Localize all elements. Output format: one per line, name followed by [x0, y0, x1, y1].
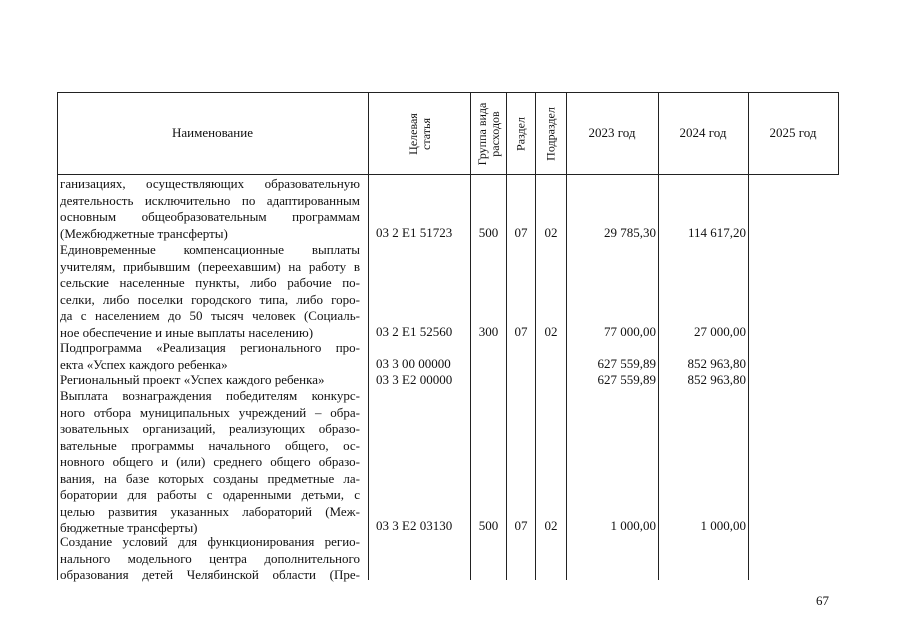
row-5-line-4: вательные программы начального общего, ос-: [60, 437, 360, 453]
header-2024: 2024 год: [679, 125, 727, 140]
header-target-line1: Целевая: [406, 113, 420, 155]
row-1-code: 03 2 E1 51723: [376, 225, 453, 240]
header-subsection: Подраздел: [543, 107, 558, 161]
table-right-border: [838, 92, 839, 174]
row-6-line-3: образования детей Челябинской области (Пре-: [60, 567, 360, 582]
row-3-line-2: екта «Успех каждого ребенка»: [60, 356, 228, 372]
row-5-code: 03 3 E2 03130: [376, 518, 453, 533]
row-2-2023: 77 000,00: [604, 324, 656, 339]
row-6-name: [60, 534, 360, 584]
row-3-line-1: Подпрограмма «Реализация регионального про-: [60, 340, 360, 355]
row-3-2023: 627 559,89: [597, 356, 656, 371]
row-2-2024: 27 000,00: [694, 324, 746, 339]
header-target-line2: статья: [419, 118, 433, 150]
row-2-code: 03 2 E1 52560: [376, 324, 453, 339]
header-2025: 2025 год: [769, 125, 817, 140]
row-5-group: 500: [478, 518, 499, 533]
row-4-line-1: Региональный проект «Успех каждого ребенка»: [60, 372, 325, 387]
row-4-2024: 852 963,80: [687, 372, 746, 387]
row-4-2023: 627 559,89: [597, 372, 656, 387]
header-subsection-wrap: [536, 94, 566, 174]
row-2-line-6: ное обеспечение и иные выплаты населению): [60, 324, 314, 340]
header-name: Наименование: [172, 125, 253, 140]
row-2-line-3: сельские населенные пункты, либо рабочие по-: [60, 275, 360, 290]
row-5-2024: 1 000,00: [700, 518, 746, 533]
row-1-2024: 114 617,20: [687, 225, 746, 240]
row-3-name: [60, 340, 360, 373]
row-5-line-3: зовательных организаций, реализующих образо-: [60, 421, 360, 436]
row-6-line-1: Создание условий для функционирования регио-: [60, 534, 360, 549]
row-2-line-2: учителям, прибывшим (переехавшим) на работу в: [60, 258, 360, 274]
col-divider-2024: [748, 92, 749, 580]
header-group-wrap: [471, 94, 506, 174]
row-5-2023: 1 000,00: [610, 518, 656, 533]
row-2-subsection: 02: [544, 324, 558, 339]
row-2-section: 07: [514, 324, 528, 339]
row-1-line-1: ганизациях, осуществляющих образовательную: [60, 176, 360, 191]
row-2-line-5: да с населением до 50 тысяч человек (Социаль-: [60, 308, 360, 323]
header-2023: 2023 год: [588, 125, 636, 140]
row-2-name: [60, 242, 360, 341]
row-5-line-7: боратории для работы с одаренными детьми, с: [60, 487, 360, 502]
row-1-line-4: (Межбюджетные трансферты): [60, 225, 228, 241]
row-5-section: 07: [514, 518, 528, 533]
header-group-line1: Группа вида: [474, 102, 489, 166]
table-top-border: [57, 92, 839, 93]
row-1-group: 500: [478, 225, 499, 240]
col-divider-name: [368, 92, 369, 580]
row-5-line-8: целью развития указанных лабораторий (Меж-: [60, 503, 360, 519]
row-1-line-3: основным общеобразовательным программам: [60, 209, 360, 224]
row-2-line-4: селки, либо поселки городского типа, либо горо-: [60, 291, 360, 307]
header-group-line2: расходов: [487, 111, 502, 157]
row-6-line-2: нального модельного центра дополнительного: [60, 550, 360, 566]
row-4-name: [60, 372, 360, 389]
table-left-border: [57, 92, 58, 580]
row-5-name: [60, 388, 360, 537]
row-2-group: 300: [478, 324, 499, 339]
row-5-line-5: новного общего и (или) среднего общего образо-: [60, 454, 360, 469]
row-1-line-2: деятельность исключительно по адаптированным: [60, 192, 360, 208]
row-4-code: 03 3 E2 00000: [376, 372, 453, 387]
row-1-name: [60, 176, 360, 242]
row-1-subsection: 02: [544, 225, 558, 240]
row-3-code: 03 3 00 00000: [376, 356, 451, 371]
row-5-line-2: ного отбора муниципальных учреждений – обра-: [60, 404, 360, 420]
page-number: 67: [816, 593, 829, 608]
header-bottom-border: [57, 174, 839, 175]
row-5-line-1: Выплата вознаграждения победителям конкурс-: [60, 388, 360, 403]
row-5-line-9: бюджетные трансферты): [60, 520, 198, 535]
header-section: Раздел: [513, 117, 528, 151]
header-target-article-wrap: [370, 94, 470, 174]
row-2-line-1: Единовременные компенсационные выплаты: [60, 242, 360, 257]
row-1-section: 07: [514, 225, 528, 240]
header-section-wrap: [507, 94, 535, 174]
row-5-subsection: 02: [544, 518, 558, 533]
row-1-2023: 29 785,30: [604, 225, 656, 240]
row-5-line-6: вания, на базе которых созданы предметные ла-: [60, 470, 360, 486]
row-3-2024: 852 963,80: [687, 356, 746, 371]
